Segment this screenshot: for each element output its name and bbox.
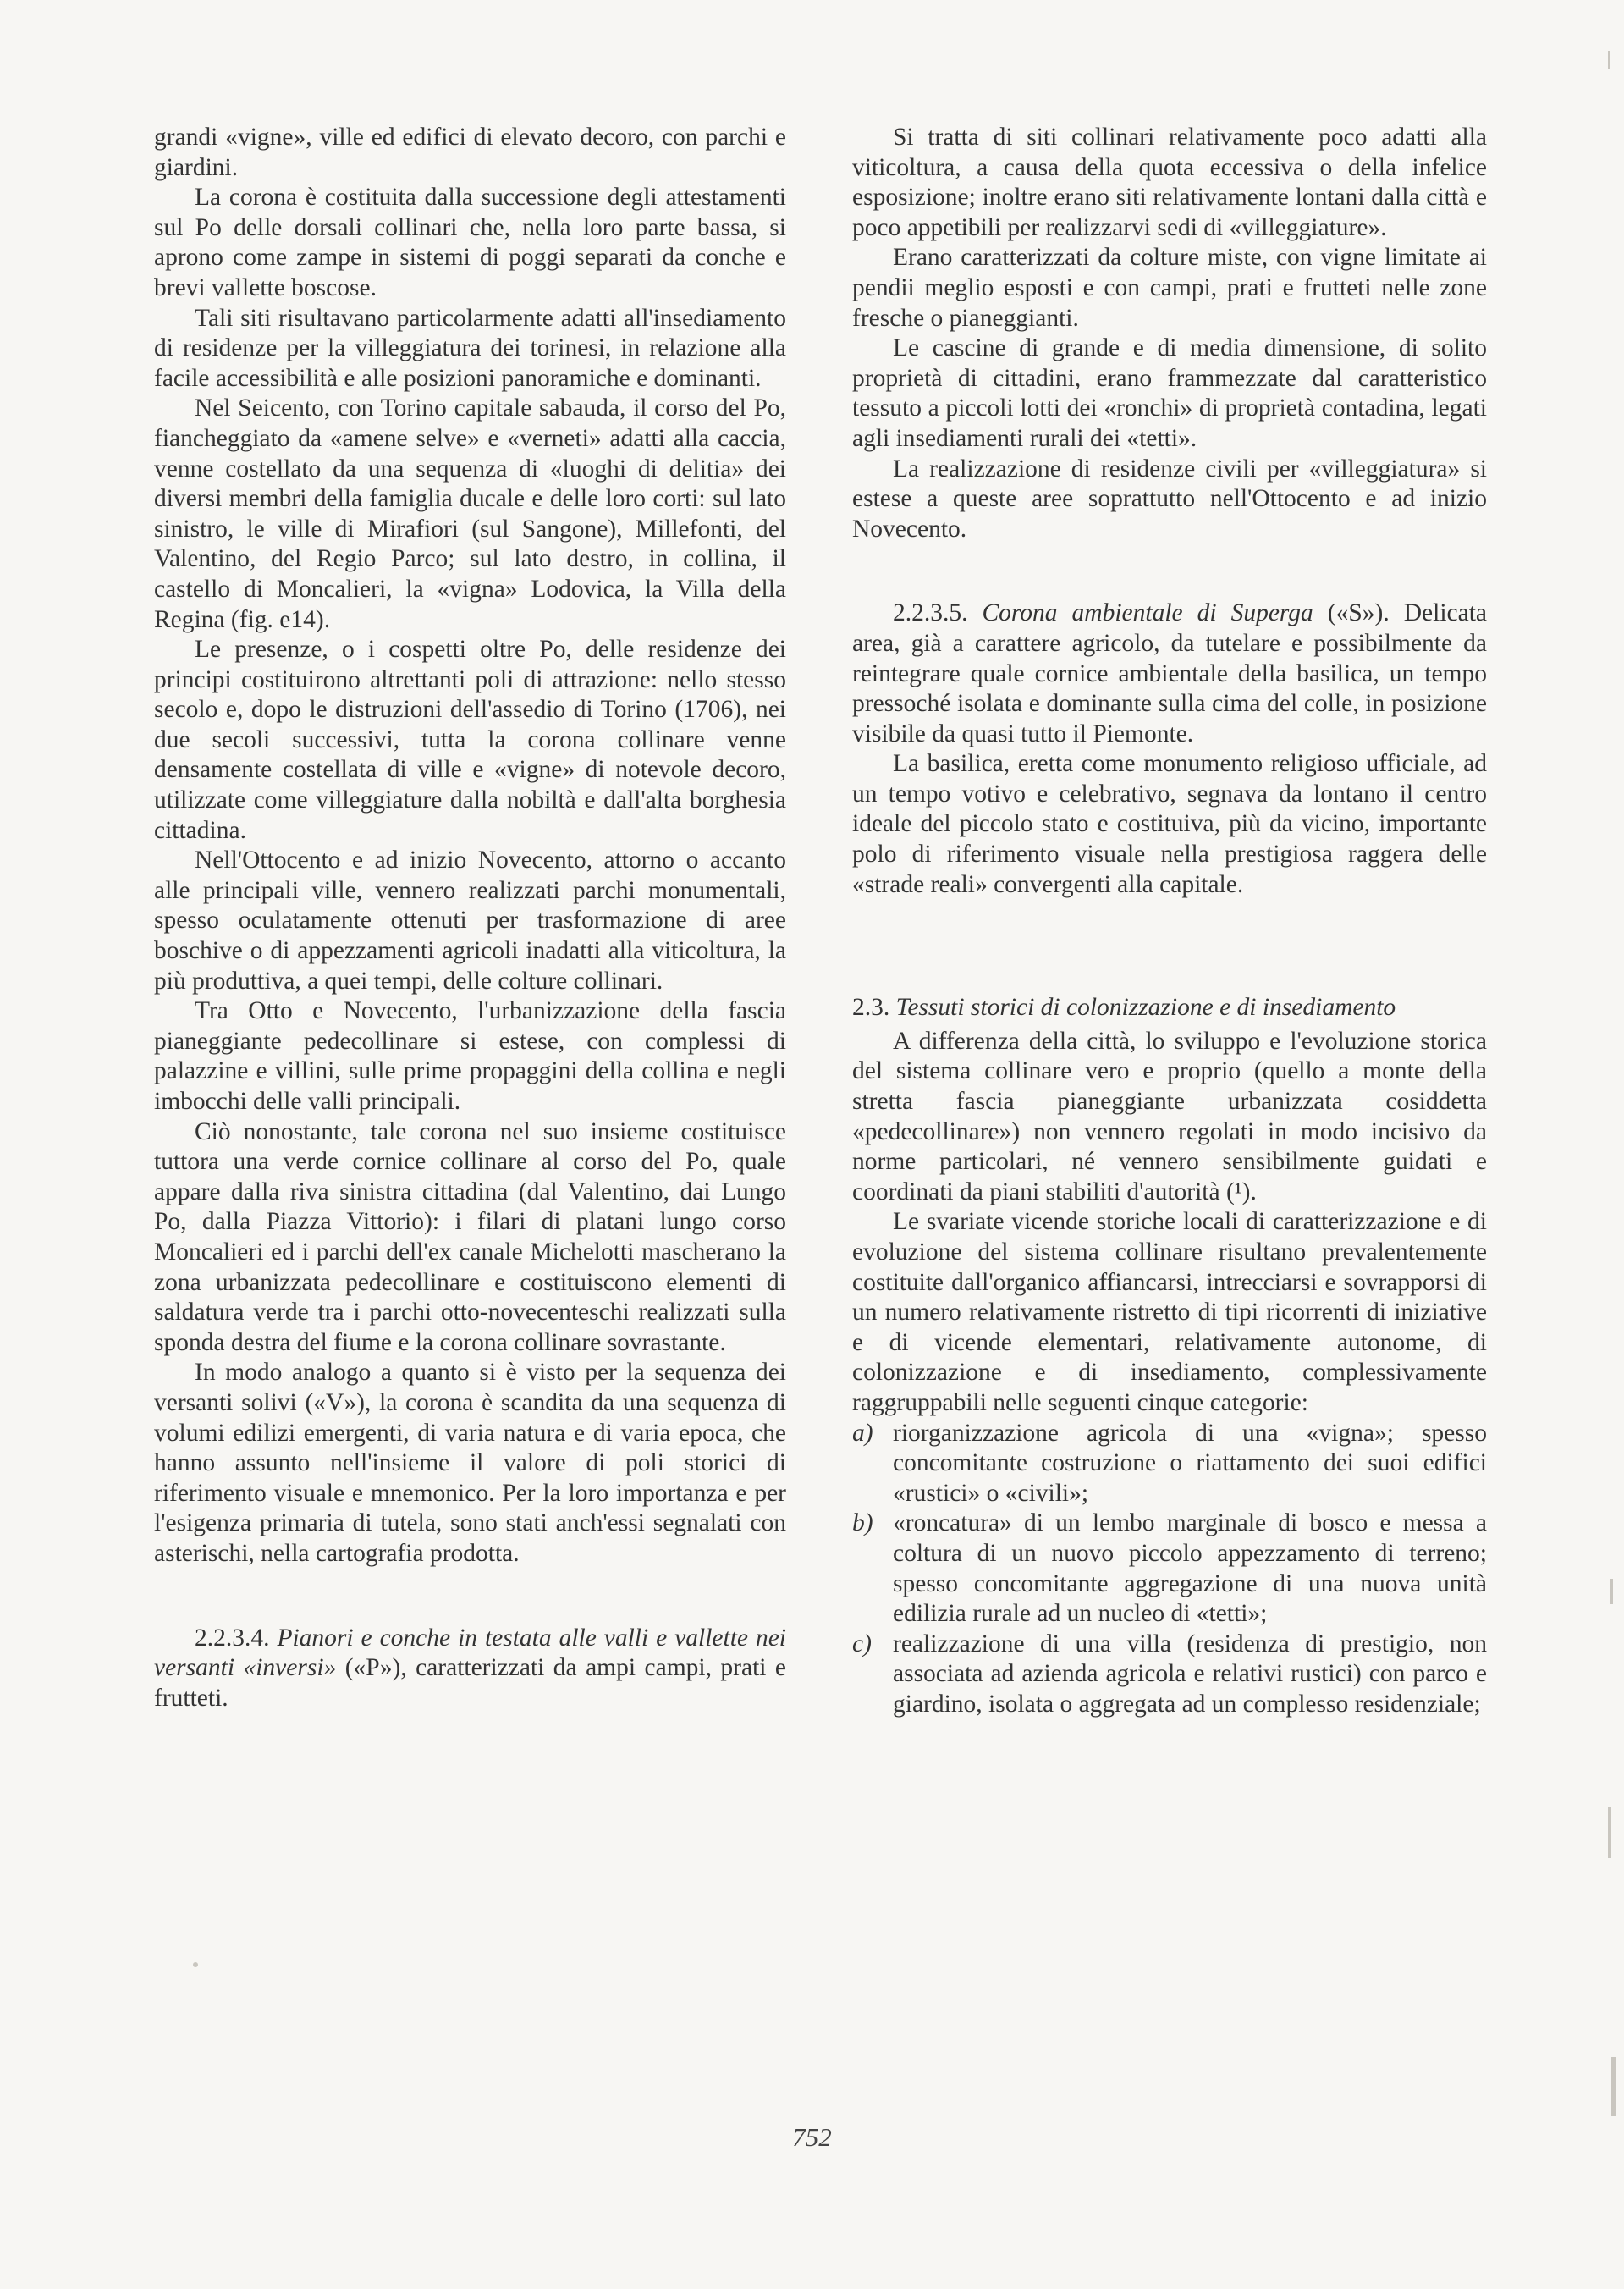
page-number: 752 bbox=[792, 2122, 832, 2152]
paragraph: Erano caratterizzati da colture miste, con vigne limitate ai pendii meglio esposti e con campi, prati e frutteti nelle zone fresche o pianeggianti. bbox=[852, 244, 1487, 332]
list-item bbox=[852, 1630, 1487, 1720]
paragraph: La realizzazione di residenze civili per «villeggiatura» si estese a queste aree soprattutto nell'Ottocento e ad inizio Novecento. bbox=[852, 455, 1487, 543]
section-title: Corona ambientale di Superga bbox=[982, 599, 1313, 627]
right-column bbox=[852, 123, 1487, 1720]
section-heading-2-2-3-4 bbox=[154, 1624, 786, 1714]
list-marker: b) bbox=[852, 1509, 873, 1537]
list-item-text: realizzazione di una villa (residenza di prestigio, non associata ad azienda agricola e relativi rustici) con parco e giardino, isolata o aggregata ad un complesso residenziale; bbox=[893, 1630, 1487, 1718]
scan-speck bbox=[1610, 1579, 1613, 1604]
section-title: Tessuti storici di colonizzazione e di insediamento bbox=[895, 994, 1396, 1022]
list-marker: c) bbox=[852, 1630, 872, 1657]
scan-speck bbox=[193, 1962, 198, 1967]
section-text: («P»), caratterizzati da ampi campi, prati e frutteti. bbox=[154, 1654, 786, 1712]
paragraph: Le cascine di grande e di media dimensione, di solito proprietà di cittadini, erano frammezzate dal caratteristico tessuto a piccoli lotti dei «ronchi» di proprietà contadina, legati agli insediamenti rurali dei «tetti». bbox=[852, 334, 1487, 452]
list-item bbox=[852, 1419, 1487, 1509]
section-text: («S»). Delicata area, già a carattere agricolo, da tutelare e possibilmente da reintegrare quale cornice ambientale della basilica, un tempo pressoché isolata e dominante sulla cima del colle, in posizione visibile da quasi tutto il Piemonte. bbox=[852, 599, 1488, 747]
paragraph: Ciò nonostante, tale corona nel suo insieme costituisce tuttora una verde cornice collinare al corso del Po, quale appare dalla riva sinistra cittadina (dal Valentino, dai Lungo Po, dalla Piazza Vittorio): i filari di platani lungo corso Moncalieri ed i parchi dell'ex canale Michelotti mascherano la zona urbanizzata pedecollinare e costituiscono elementi di saldatura verde tra i parchi otto-novecenteschi realizzati sulla sponda destra del fiume e la corona collinare sovrastante. bbox=[154, 1117, 786, 1356]
section-heading-2-3 bbox=[852, 993, 1487, 1023]
paragraph: Le svariate vicende storiche locali di caratterizzazione e di evoluzione del sistema collinare risultano prevalentemente costituite dall'organico affiancarsi, intrecciarsi e sovrapporsi di un numero relativamente ristretto di tipi ricorrenti di iniziative e di vicende elementari, relativamente autonome, di colonizzazione e di insediamento, complessivamente raggruppabili nelle seguenti cinque categorie: bbox=[852, 1208, 1487, 1416]
paragraph-text: A differenza della città, lo sviluppo e l'evoluzione storica del sistema collinare vero e proprio (quello a monte della stretta fascia pianeggiante urbanizzata cosiddetta «pedecollinare») non vennero regolati in modo incisivo da norme particolari, né vennero sensibilmente guidati e coordinati da piani stabiliti d'autorità bbox=[852, 1027, 1487, 1205]
paragraph: Tali siti risultavano particolarmente adatti all'insediamento di residenze per la villeggiatura dei torinesi, in relazione alla facile accessibilità e alle posizioni panoramiche e dominanti. bbox=[154, 304, 786, 392]
paragraph: La corona è costituita dalla successione degli attestamenti sul Po delle dorsali collinari che, nella loro parte bassa, si aprono come zampe in sistemi di poggi separati da conche e brevi vallette boscose. bbox=[154, 184, 786, 301]
paragraph: In modo analogo a quanto si è visto per la sequenza dei versanti solivi («V»), la corona è scandita da una sequenza di volumi edilizi emergenti, di varia natura e di varia epoca, che hanno assunto nell'insieme il valore di poli storici di riferimento visuale e mnemonico. Per la loro importanza e per l'esigenza primaria di tutela, sono stati anch'essi segnalati con asterischi, nella cartografia prodotta. bbox=[154, 1359, 786, 1567]
paragraph: grandi «vigne», ville ed edifici di elevato decoro, con parchi e giardini. bbox=[154, 124, 786, 181]
list-item bbox=[852, 1509, 1487, 1629]
list-item-text: riorganizzazione agricola di una «vigna»; spesso concomitante costruzione o riattamento dei suoi edifici «rustici» o «civili»; bbox=[893, 1419, 1487, 1507]
section-heading-2-2-3-5 bbox=[852, 598, 1487, 749]
left-column bbox=[154, 123, 786, 1713]
scan-speck bbox=[1608, 1807, 1611, 1858]
scan-speck bbox=[1608, 51, 1610, 69]
paragraph: La basilica, eretta come monumento religioso ufficiale, ad un tempo votivo e celebrativo, segnava da lontano il centro ideale del piccolo stato e costituiva, più da vicino, importante polo di riferimento visuale nella prestigiosa raggera delle «strade reali» convergenti alla capitale. bbox=[852, 750, 1487, 898]
paragraph: Nel Seicento, con Torino capitale sabauda, il corso del Po, fiancheggiato da «amene selve» e «verneti» adatti alla caccia, venne costellato da una sequenza di «luoghi di delitia» dei diversi membri della famiglia ducale e delle loro corti: sul lato sinistro, le ville di Mirafiori (sul Sangone), Millefonti, del Valentino, del Regio Parco; sul lato destro, in collina, il castello di Moncalieri, la «vigna» Lodovica, la Villa della Regina (fig. e14). bbox=[154, 394, 786, 633]
paragraph: Le presenze, o i cospetti oltre Po, delle residenze dei principi costituirono altrettanti poli di attrazione: nello stesso secolo e, dopo le distruzioni dell'assedio di Torino (1706), nei due secoli successivi, tutta la corona collinare venne densamente costellata di ville e «vigne» di notevole decoro, utilizzate come villeggiature dalla nobiltà e dall'alta borghesia cittadina. bbox=[154, 636, 786, 844]
categories-list bbox=[852, 1419, 1487, 1720]
paragraph: Si tratta di siti collinari relativamente poco adatti alla viticoltura, a causa della quota eccessiva o della infelice esposizione; inoltre erano siti relativamente lontani dalla città e poco appetibili per realizzarvi sedi di «villeggiature». bbox=[852, 124, 1487, 241]
section-number: 2.3. bbox=[852, 994, 890, 1022]
paragraph: Tra Otto e Novecento, l'urbanizzazione della fascia pianeggiante pedecollinare si estese, con complessi di palazzine e villini, sulle prime propaggini della collina e negli imbocchi delle valli principali. bbox=[154, 997, 786, 1115]
paragraph: Nell'Ottocento e ad inizio Novecento, attorno o accanto alle principali ville, vennero realizzati parchi monumentali, spesso oculatamente ottenuti per trasformazione di aree boschive o di appezzamenti agricoli inadatti alla viticoltura, la più produttiva, a quei tempi, delle colture collinari. bbox=[154, 847, 786, 995]
list-item-text: «roncatura» di un lembo marginale di bosco e messa a coltura di un nuovo piccolo appezzamento di terreno; spesso concomitante aggregazione di una nuova unità edilizia rurale ad un nucleo di «tetti»; bbox=[893, 1509, 1487, 1628]
list-marker: a) bbox=[852, 1419, 873, 1447]
section-number: 2.2.3.4. bbox=[195, 1624, 270, 1652]
footnote-reference: (¹). bbox=[1225, 1178, 1257, 1205]
section-title: Pianori e conche in testata alle valli e vallette nei versanti «inversi» bbox=[154, 1624, 786, 1682]
paragraph bbox=[852, 1027, 1487, 1208]
scan-speck bbox=[1611, 2057, 1616, 2116]
section-number: 2.2.3.5. bbox=[893, 599, 968, 627]
